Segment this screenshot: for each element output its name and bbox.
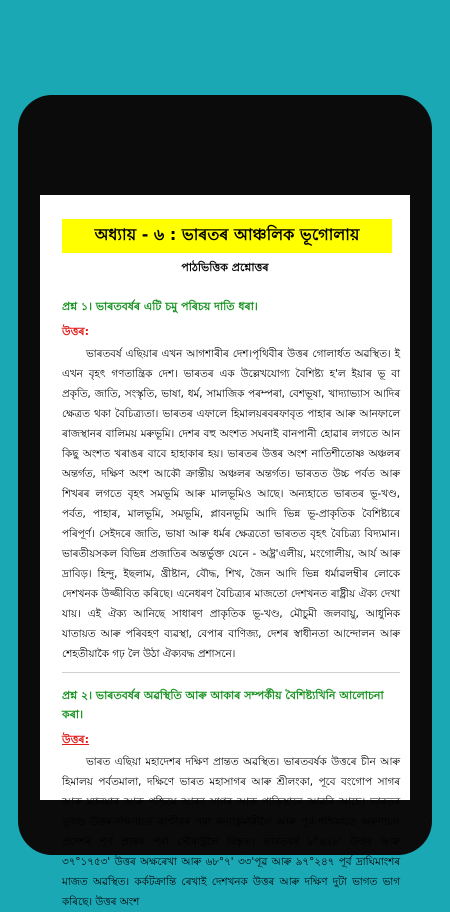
section-divider <box>62 672 400 673</box>
document-screen[interactable] <box>40 195 410 908</box>
question-1: প্রশ্ন ১। ভাৰতবৰ্ষৰ এটি চমু পৰিচয় দাতি ধৰা। <box>62 300 258 313</box>
chapter-title: অধ্যায় - ৬ : ভাৰতৰ আঞ্চলিক ভূগোলায় <box>62 219 392 253</box>
answer-text-2: ভাৰত এছিয়া মহাদেশৰ দক্ষিণ প্রান্তত অৱস্থিত। ভাৰতবৰ্ষক উত্তৰে চীন আৰু হিমালয় পৰ্বতমালা, দক্ষিণে ভাৰত মহাসাগৰ আৰু শ্ৰীলংকা, পূবে বংগোপ সাগৰ আৰু ম্যানমাৰ আৰু পশ্চিমে আৰব সাগৰ আৰু পাকিস্তানে আৱৰি আছে। ভাৰতৰ ভূখণ্ড উত্তৰ-দক্ষিণাতে কাশ্মীৰৰ পৰা কন্যাকুমাৰীলৈ আৰু পূৰ্ব-পশ্চিমাতে অৰুণাচল প্রদেশৰ পূৰ্ব প্রান্তৰ পৰা সৌৰাষ্ট্রলৈ বিস্তৃত। ভাৰতবৰ্ষ ৮°৪২৮' উত্তৰ আৰু ৩৭°১৭৫৩' উত্তৰ অক্ষৰেখা আৰু ৬৮°৭' ৩৩'পূৱ আৰু ৯৭°২৪৭ পূৰ্ব দ্রাঘিমাংশৰ মাজত অৱস্থিত। কৰ্কটক্রান্তি ৰেখাই দেশখনক উত্তৰ আৰু দক্ষিণ দুটা ভাগত ভাগ কৰিছে। উত্তৰ অংশ <box>62 756 400 908</box>
answer-label-2: উত্তৰ: <box>62 733 90 746</box>
question-2: প্রশ্ন ২। ভাৰতবৰ্ষৰ অৱস্থিতি আৰু আকাৰ সম্পৰ্কীয় বৈশিষ্ট্যখিনি আলোচনা কৰা। <box>62 689 384 721</box>
answer-text-1: ভাৰতবৰ্ষ এছিয়াৰ এখন আগশাৰীৰ দেশ।পৃথিবীৰ উত্তৰ গোলাৰ্ধত অৱস্থিত। ই এখন বৃহৎ গণতান্ত্রিক দেশ। ভাৰতৰ এক উল্লেখযোগ্য বৈশিষ্ট্য হ'ল ইয়াৰ ভূ বা প্রকৃতি, জাতি, সংস্কৃতি, ভাষা, ধৰ্ম, সামাজিক পৰম্পৰা, বেশভূষা, খাদ্যাভ্যাস আদিৰ ক্ষেত্রত থকা বৈচিত্র্যতা। ভাৰতৰ এফালে হিমালয়ৰবৰফাবৃত পাহাৰ আৰু আনফালে ৰাজস্থানৰ বালিময় মৰুভূমি। দেশৰ বহু অংশত সঘনাই বানপানী হোৱাৰ লগতে আন কিছু অংশত খৰাঙৰ বাবে হাহাকাৰ হয়। ভাৰতৰ উত্তৰ অংশ নাতিশীতোষ্ণ অঞ্চলৰ অন্তৰ্গত, দক্ষিণ অংশ আকৌ ক্রান্তীয় অঞ্চলৰ অন্তৰ্গত। ভাৰতত উচ্চ পৰ্বত আৰু শিখৰৰ লগতে বৃহৎ সমভূমি আৰু মালভূমিও আছে। অন্যহাতে ভাৰতৰ ভূ-খণ্ড, পৰ্বত, পাহাৰ, মালভূমি, সমভূমি, প্লাবনভূমি আদি ভিন্ন ভূ-প্রাকৃতিক বৈশিষ্ট্যৰে পৰিপূৰ্ণ। সেইদৰে জাতি, ভাষা আৰু ধৰ্মৰ ক্ষেত্রতো ভাৰতত বৃহৎ বৈচিত্র্য বিদ্যমান। ভাৰতীয়সকল বিভিন্ন প্রজাতিৰ অন্তৰ্ভুক্ত যেনে - অষ্ট্ৰ'এলীয়, মংগোলীয়, আৰ্য আৰু দ্ৰাবিড়। হিন্দু, ইছলাম, খ্ৰীষ্টান, বৌদ্ধ, শিখ, জৈন আদি ভিন্ন ধৰ্মাৱলম্বীৰ লোকে দেশখনক উজ্জীবিত কৰিছে। এনেধৰণ বৈচিত্র্যৰ মাজতো দেশখনত ৰাষ্ট্রীয় ঐক্য দেখা যায়। এই ঐক্য আনিছে সাধাৰণ প্রাকৃতিক ভূ-খণ্ড, মৌচুমী জলবায়ু, আধুনিক যাতায়ত আৰু পৰিবহণ ব্যৱস্থা, বেপাৰ বাণিজ্য, দেশৰ স্বাধীনতা আন্দোলন আৰু শেহতীয়াকৈ গঢ় লৈ উঠা ঐক্যবদ্ধ প্রশাসনে। <box>62 348 400 660</box>
answer-label-1: উত্তৰ: <box>62 325 90 338</box>
page-subtitle: পাঠভিত্তিক প্রশ্নোত্তৰ <box>181 261 269 274</box>
